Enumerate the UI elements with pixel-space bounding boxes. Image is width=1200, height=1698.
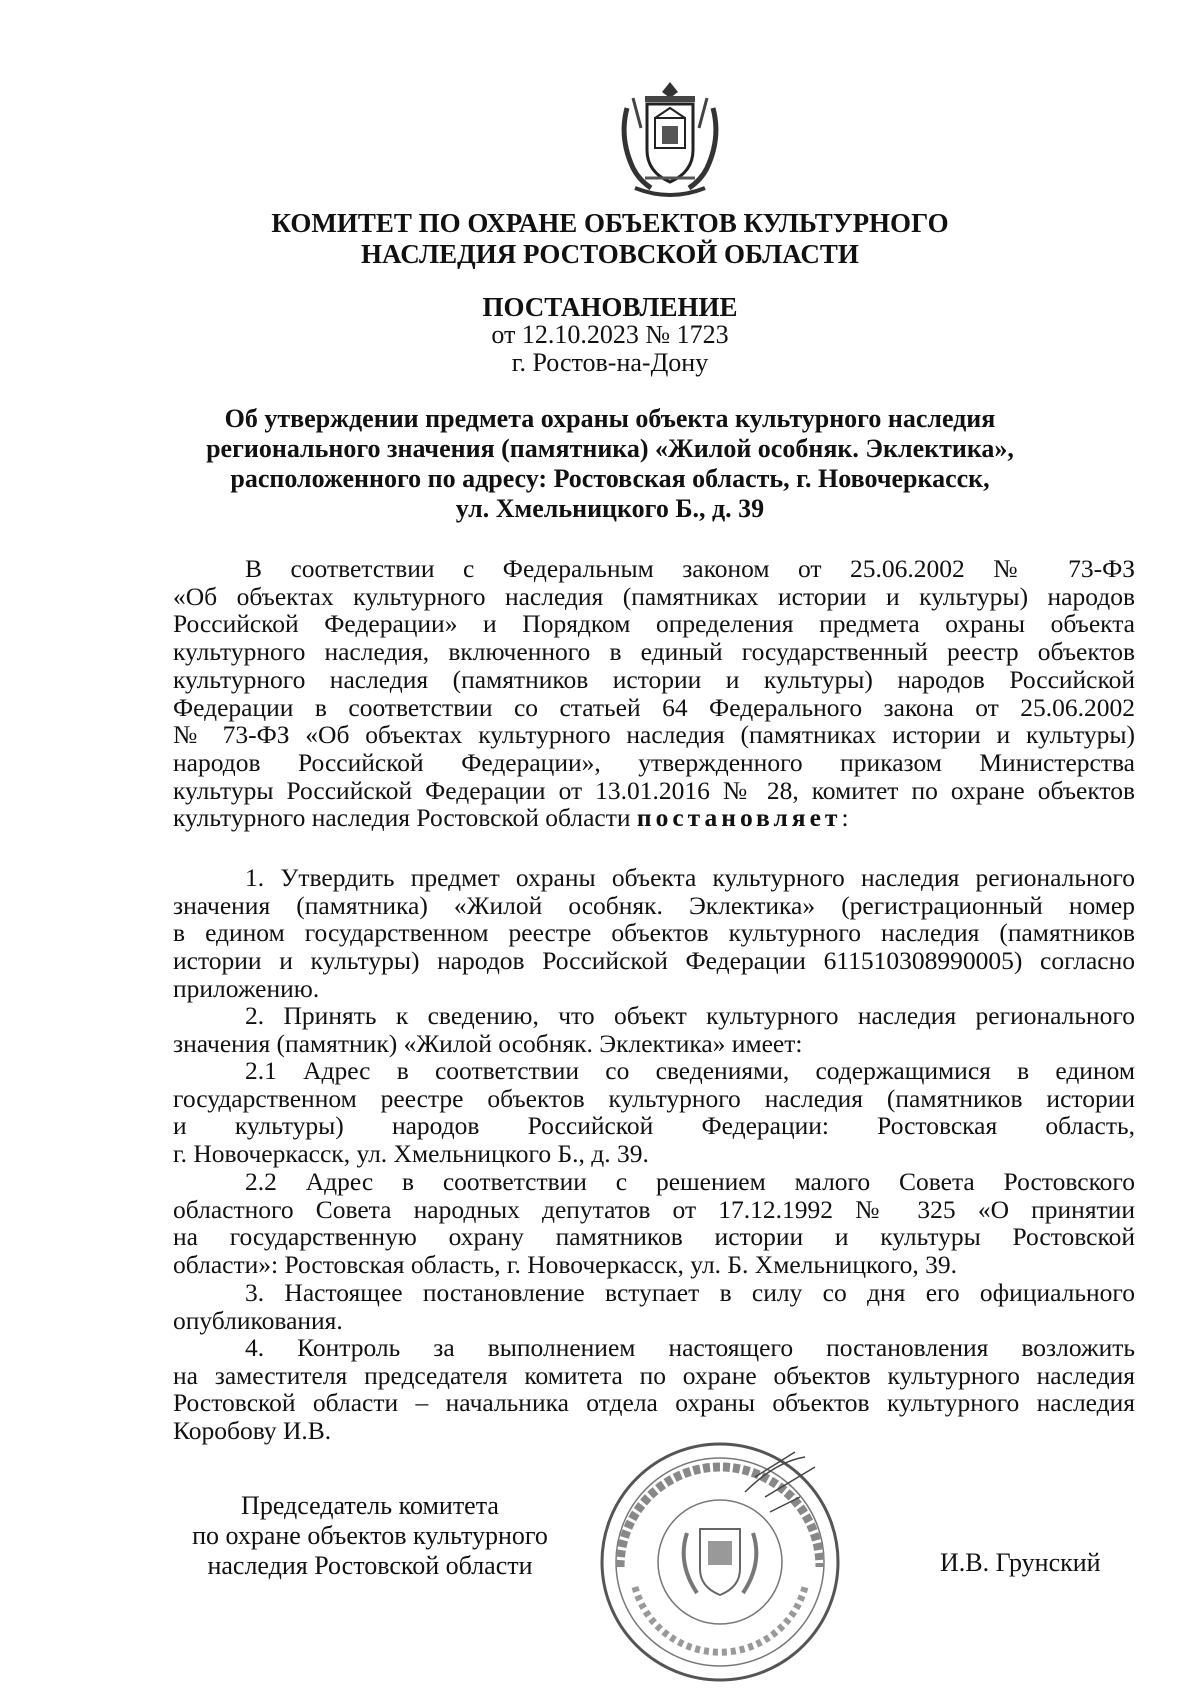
item-2-1-paragraph: 2.1 Адрес в соответствии со сведениями, содержащимися в едином государственном реестре объектов культурного наследия (памятников истории и культуры) народов Российской Федерации: Ростовская область, г. Новочеркасск, ул. Хмельницкого Б., д. 39. — [173, 1056, 1135, 1169]
document-title: Об утверждении предмета охраны объекта культурного наследия регионального значения (памятника) «Жилой особняк. Эклектика», расположенного по адресу: Ростовская область, г. Новочеркасск, ул. Хмельницкого Б., д. 39 — [206, 404, 1014, 523]
official-stamp — [595, 1437, 845, 1687]
item-3-paragraph: 3. Настоящее постановление вступает в силу со дня его официального опубликования. — [173, 1278, 1135, 1335]
item-4-paragraph: 4. Контроль за выполнением настоящего постановления возложить на заместителя председателя комитета по охране объектов культурного наследия Ростовской области – начальника отдела охраны объектов культурного наследия Коробову И.В. — [173, 1333, 1135, 1446]
organization-name: КОМИТЕТ ПО ОХРАНЕ ОБЪЕКТОВ КУЛЬТУРНОГО НАСЛЕДИЯ РОСТОВСКОЙ ОБЛАСТИ — [271, 208, 949, 269]
preamble-paragraph: В соответствии с Федеральным законом от 25.06.2002 № 73-ФЗ «Об объектах культурного наследия (памятниках истории и культуры) народов Российской Федерации» и Порядком определения предмета охраны объекта культурного наследия, включенного в единый государственный реестр объектов культурного наследия (памятников истории и культуры) народов Российской Федерации в соответствии со статьей 64 Федерального закона от 25.06.2002 № 73-ФЗ «Об объектах культурного наследия (памятниках истории и культуры) народов Российской Федерации», утвержденного приказом Министерства культуры Российской Федерации от 13.01.2016 № 28, комитет по охране объектов культурного наследия Ростовской области постановляет: — [173, 554, 1135, 833]
document-date-number: от 12.10.2023 № 1723 — [491, 320, 729, 349]
item-1-paragraph: 1. Утвердить предмет охраны объекта культурного наследия регионального значения (памятника) «Жилой особняк. Эклектика» (регистрационный номер в едином государственном реестре объектов культурного наследия (памятников истории и культуры) народов Российской Федерации 611510308990005) согласно приложению. — [173, 863, 1135, 1003]
document-type: ПОСТАНОВЛЕНИЕ — [482, 292, 738, 322]
signatory-name: И.В. Грунский — [940, 1548, 1101, 1577]
coat-of-arms-emblem — [615, 78, 725, 200]
signatory-position: Председатель комитета по охране объектов культурного наследия Ростовской области — [192, 1491, 548, 1580]
resolves-word: постановляет — [636, 803, 842, 833]
item-2-2-paragraph: 2.2 Адрес в соответствии с решением малого Совета Ростовского областного Совета народных депутатов от 17.12.1992 № 325 «О принятии на государственную охрану памятников истории и культуры Ростовской области»: Ростовская область, г. Новочеркасск, ул. Б. Хмельницкого, 39. — [173, 1167, 1135, 1280]
document-city: г. Ростов-на-Дону — [511, 348, 709, 377]
item-2-paragraph: 2. Принять к сведению, что объект культурного наследия регионального значения (памятник) «Жилой особняк. Эклектика» имеет: — [173, 1001, 1135, 1058]
